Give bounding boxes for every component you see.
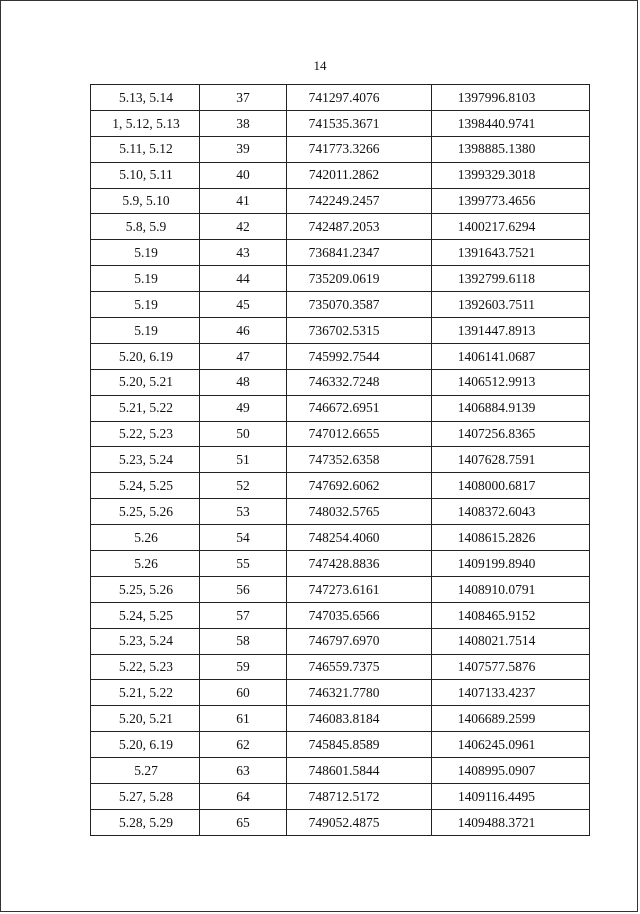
cell-segments: 5.22, 5.23 (91, 421, 200, 447)
cell-y-coordinate: 1392799.6118 (432, 266, 590, 292)
cell-y-coordinate: 1399773.4656 (432, 188, 590, 214)
table-row (91, 318, 590, 344)
cell-segments: 5.19 (91, 318, 200, 344)
cell-segments: 5.24, 5.25 (91, 602, 200, 628)
cell-y-coordinate: 1407256.8365 (432, 421, 590, 447)
cell-segments: 5.23, 5.24 (91, 447, 200, 473)
cell-y-coordinate: 1408910.0791 (432, 576, 590, 602)
cell-x-coordinate: 736702.5315 (287, 318, 432, 344)
cell-segments: 5.27 (91, 758, 200, 784)
cell-point-number: 42 (200, 214, 287, 240)
cell-point-number: 45 (200, 292, 287, 318)
cell-point-number: 37 (200, 85, 287, 111)
cell-x-coordinate: 741773.3266 (287, 136, 432, 162)
cell-x-coordinate: 746559.7375 (287, 654, 432, 680)
cell-point-number: 57 (200, 602, 287, 628)
cell-y-coordinate: 1408615.2826 (432, 525, 590, 551)
cell-x-coordinate: 748254.4060 (287, 525, 432, 551)
cell-segments: 5.9, 5.10 (91, 188, 200, 214)
cell-x-coordinate: 741535.3671 (287, 110, 432, 136)
cell-point-number: 50 (200, 421, 287, 447)
cell-y-coordinate: 1399329.3018 (432, 162, 590, 188)
cell-point-number: 49 (200, 395, 287, 421)
table-row (91, 85, 590, 111)
cell-point-number: 40 (200, 162, 287, 188)
cell-x-coordinate: 746321.7780 (287, 680, 432, 706)
cell-point-number: 52 (200, 473, 287, 499)
cell-y-coordinate: 1408465.9152 (432, 602, 590, 628)
cell-x-coordinate: 749052.4875 (287, 809, 432, 835)
cell-y-coordinate: 1408021.7514 (432, 628, 590, 654)
cell-point-number: 55 (200, 551, 287, 577)
cell-point-number: 60 (200, 680, 287, 706)
table-row (91, 369, 590, 395)
table-row (91, 784, 590, 810)
table-row (91, 110, 590, 136)
cell-y-coordinate: 1409116.4495 (432, 784, 590, 810)
cell-x-coordinate: 742487.2053 (287, 214, 432, 240)
cell-y-coordinate: 1407628.7591 (432, 447, 590, 473)
cell-point-number: 63 (200, 758, 287, 784)
cell-segments: 5.25, 5.26 (91, 499, 200, 525)
cell-segments: 5.21, 5.22 (91, 395, 200, 421)
cell-x-coordinate: 748601.5844 (287, 758, 432, 784)
cell-point-number: 53 (200, 499, 287, 525)
cell-point-number: 65 (200, 809, 287, 835)
cell-point-number: 48 (200, 369, 287, 395)
table-row (91, 240, 590, 266)
cell-y-coordinate: 1408995.0907 (432, 758, 590, 784)
cell-x-coordinate: 747428.8836 (287, 551, 432, 577)
cell-x-coordinate: 746797.6970 (287, 628, 432, 654)
cell-segments: 5.28, 5.29 (91, 809, 200, 835)
cell-segments: 5.21, 5.22 (91, 680, 200, 706)
table-row (91, 162, 590, 188)
table-row (91, 525, 590, 551)
cell-x-coordinate: 747692.6062 (287, 473, 432, 499)
cell-y-coordinate: 1406512.9913 (432, 369, 590, 395)
table-row (91, 576, 590, 602)
cell-point-number: 56 (200, 576, 287, 602)
table-row (91, 680, 590, 706)
cell-x-coordinate: 747273.6161 (287, 576, 432, 602)
cell-x-coordinate: 746332.7248 (287, 369, 432, 395)
cell-point-number: 58 (200, 628, 287, 654)
table-row (91, 343, 590, 369)
cell-y-coordinate: 1406689.2599 (432, 706, 590, 732)
cell-y-coordinate: 1398440.9741 (432, 110, 590, 136)
cell-point-number: 47 (200, 343, 287, 369)
cell-x-coordinate: 745992.7544 (287, 343, 432, 369)
table-row (91, 292, 590, 318)
coordinates-table-body (91, 85, 590, 836)
cell-segments: 5.20, 5.21 (91, 706, 200, 732)
cell-y-coordinate: 1400217.6294 (432, 214, 590, 240)
cell-segments: 5.13, 5.14 (91, 85, 200, 111)
cell-x-coordinate: 742249.2457 (287, 188, 432, 214)
cell-point-number: 38 (200, 110, 287, 136)
table-row (91, 421, 590, 447)
cell-y-coordinate: 1392603.7511 (432, 292, 590, 318)
cell-y-coordinate: 1407577.5876 (432, 654, 590, 680)
table-row (91, 447, 590, 473)
cell-x-coordinate: 746672.6951 (287, 395, 432, 421)
cell-segments: 5.10, 5.11 (91, 162, 200, 188)
table-row (91, 758, 590, 784)
cell-point-number: 64 (200, 784, 287, 810)
cell-segments: 5.22, 5.23 (91, 654, 200, 680)
cell-point-number: 43 (200, 240, 287, 266)
cell-x-coordinate: 736841.2347 (287, 240, 432, 266)
cell-segments: 5.26 (91, 551, 200, 577)
cell-segments: 5.20, 5.21 (91, 369, 200, 395)
cell-x-coordinate: 748032.5765 (287, 499, 432, 525)
cell-x-coordinate: 747012.6655 (287, 421, 432, 447)
cell-segments: 5.19 (91, 292, 200, 318)
cell-y-coordinate: 1408000.6817 (432, 473, 590, 499)
cell-x-coordinate: 735209.0619 (287, 266, 432, 292)
cell-segments: 5.11, 5.12 (91, 136, 200, 162)
cell-point-number: 51 (200, 447, 287, 473)
cell-x-coordinate: 745845.8589 (287, 732, 432, 758)
table-row (91, 654, 590, 680)
table-row (91, 628, 590, 654)
table-row (91, 499, 590, 525)
cell-segments: 5.8, 5.9 (91, 214, 200, 240)
table-row (91, 214, 590, 240)
table-row (91, 706, 590, 732)
cell-segments: 5.25, 5.26 (91, 576, 200, 602)
table-row (91, 732, 590, 758)
cell-y-coordinate: 1409199.8940 (432, 551, 590, 577)
cell-segments: 5.19 (91, 240, 200, 266)
cell-point-number: 46 (200, 318, 287, 344)
cell-y-coordinate: 1407133.4237 (432, 680, 590, 706)
table-row (91, 551, 590, 577)
cell-point-number: 62 (200, 732, 287, 758)
cell-x-coordinate: 742011.2862 (287, 162, 432, 188)
cell-point-number: 61 (200, 706, 287, 732)
cell-y-coordinate: 1398885.1380 (432, 136, 590, 162)
cell-x-coordinate: 741297.4076 (287, 85, 432, 111)
cell-segments: 1, 5.12, 5.13 (91, 110, 200, 136)
cell-y-coordinate: 1397996.8103 (432, 85, 590, 111)
table-row (91, 395, 590, 421)
table-row (91, 809, 590, 835)
table-row (91, 136, 590, 162)
cell-y-coordinate: 1391643.7521 (432, 240, 590, 266)
cell-x-coordinate: 747352.6358 (287, 447, 432, 473)
table-row (91, 188, 590, 214)
cell-x-coordinate: 748712.5172 (287, 784, 432, 810)
cell-point-number: 39 (200, 136, 287, 162)
cell-y-coordinate: 1406884.9139 (432, 395, 590, 421)
cell-y-coordinate: 1406245.0961 (432, 732, 590, 758)
cell-point-number: 59 (200, 654, 287, 680)
page-number: 14 (313, 58, 327, 73)
cell-x-coordinate: 735070.3587 (287, 292, 432, 318)
cell-segments: 5.20, 6.19 (91, 732, 200, 758)
table-row (91, 602, 590, 628)
cell-segments: 5.27, 5.28 (91, 784, 200, 810)
cell-segments: 5.26 (91, 525, 200, 551)
cell-y-coordinate: 1391447.8913 (432, 318, 590, 344)
cell-y-coordinate: 1409488.3721 (432, 809, 590, 835)
cell-x-coordinate: 747035.6566 (287, 602, 432, 628)
cell-y-coordinate: 1406141.0687 (432, 343, 590, 369)
cell-x-coordinate: 746083.8184 (287, 706, 432, 732)
cell-point-number: 44 (200, 266, 287, 292)
cell-segments: 5.19 (91, 266, 200, 292)
coordinates-table (90, 84, 590, 836)
cell-segments: 5.20, 6.19 (91, 343, 200, 369)
table-row (91, 266, 590, 292)
cell-point-number: 41 (200, 188, 287, 214)
cell-point-number: 54 (200, 525, 287, 551)
cell-segments: 5.24, 5.25 (91, 473, 200, 499)
cell-y-coordinate: 1408372.6043 (432, 499, 590, 525)
table-row (91, 473, 590, 499)
cell-segments: 5.23, 5.24 (91, 628, 200, 654)
